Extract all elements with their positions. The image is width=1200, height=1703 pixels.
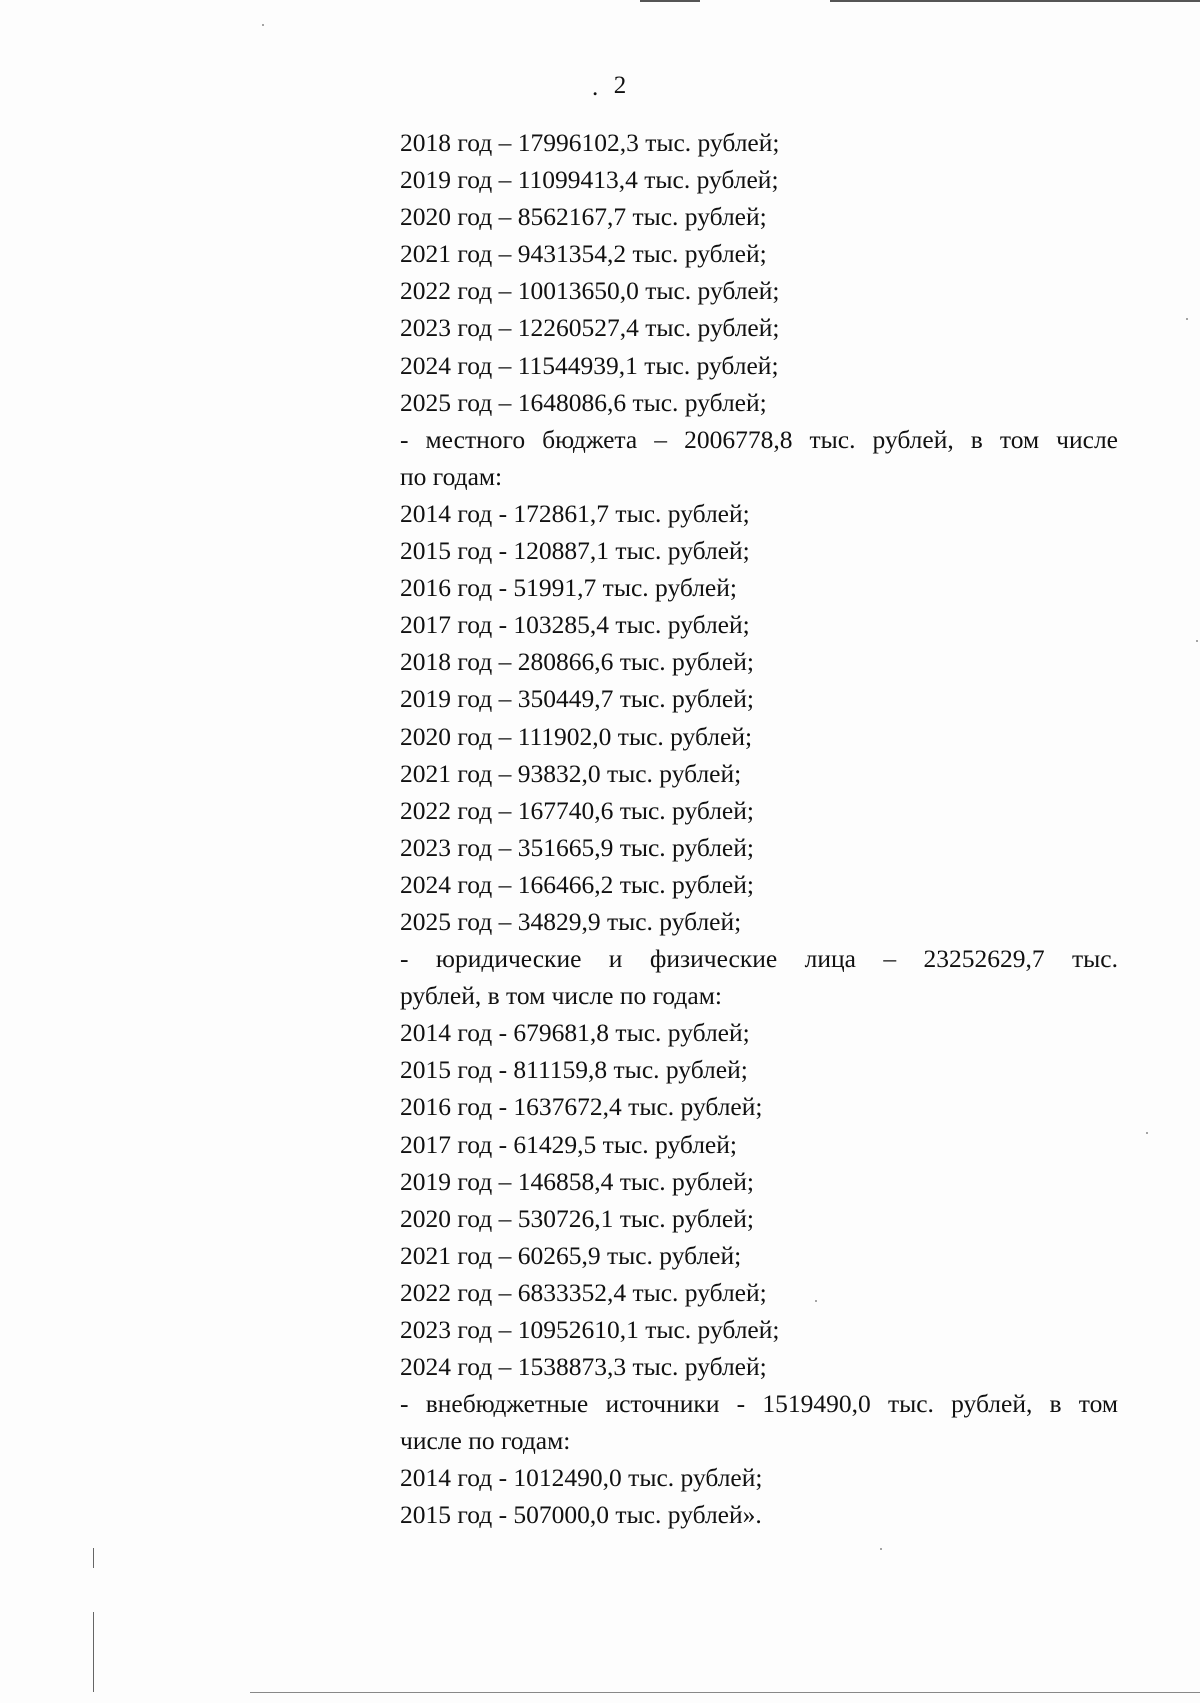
scan-edge-bottom	[250, 1692, 1200, 1693]
list-item: 2019 год – 350449,7 тыс. рублей;	[400, 684, 754, 714]
list-item: 2023 год – 10952610,1 тыс. рублей;	[400, 1315, 780, 1344]
list-item: 2017 год - 61429,5 тыс. рублей;	[400, 1129, 737, 1159]
list-item: 2024 год – 1538873,3 тыс. рублей;	[400, 1352, 767, 1382]
local-budget-heading: - местного бюджета – 2006778,8 тыс. рублей, в том числе	[400, 424, 1118, 454]
scan-speck	[880, 1548, 882, 1550]
list-item: 2017 год - 103285,4 тыс. рублей;	[400, 610, 750, 640]
scan-speck	[1186, 318, 1188, 320]
extrabudgetary-heading-cont: числе по годам:	[400, 1426, 571, 1456]
list-item: 2019 год – 146858,4 тыс. рублей;	[400, 1166, 754, 1196]
list-item: 2016 год - 1637672,4 тыс. рублей;	[400, 1092, 763, 1122]
extrabudgetary-paragraph	[400, 1385, 1118, 1459]
legal-entities-heading: - юридические и физические лица – 23252629,7 тыс.	[400, 944, 1118, 974]
list-item: 2025 год – 34829,9 тыс. рублей;	[400, 906, 742, 936]
list-item: 2022 год – 6833352,4 тыс. рублей;	[400, 1277, 767, 1307]
list-item: 2022 год – 10013650,0 тыс. рублей;	[400, 276, 780, 306]
list-item: 2018 год – 17996102,3 тыс. рублей;	[400, 128, 780, 157]
list-item: 2018 год – 280866,6 тыс. рублей;	[400, 647, 754, 677]
scan-speck	[1196, 640, 1198, 642]
page-number-dot: .	[592, 74, 599, 101]
list-item: 2021 год – 60265,9 тыс. рублей;	[400, 1240, 742, 1270]
legal-entities-paragraph	[400, 940, 1118, 1014]
list-item: 2014 год - 679681,8 тыс. рублей;	[400, 1018, 750, 1048]
list-item: 2024 год – 166466,2 тыс. рублей;	[400, 869, 754, 899]
legal-entities-heading-cont: рублей, в том числе по годам:	[400, 981, 722, 1011]
list-item: 2023 год – 12260527,4 тыс. рублей;	[400, 313, 780, 343]
list-item: 2014 год - 1012490,0 тыс. рублей;	[400, 1463, 763, 1493]
scan-edge-top-right	[830, 0, 1200, 2]
list-item: 2021 год – 93832,0 тыс. рублей;	[400, 758, 742, 788]
document-body	[400, 124, 1118, 1534]
page-number	[560, 72, 680, 100]
local-budget-heading-cont: по годам:	[400, 461, 503, 491]
page-number-value: 2	[613, 72, 627, 99]
list-item: 2021 год – 9431354,2 тыс. рублей;	[400, 239, 767, 269]
list-item: 2020 год – 8562167,7 тыс. рублей;	[400, 202, 767, 232]
scan-speck	[262, 24, 264, 26]
list-item: 2020 год – 111902,0 тыс. рублей;	[400, 721, 753, 751]
list-item: 2020 год – 530726,1 тыс. рублей;	[400, 1203, 754, 1233]
local-budget-paragraph	[400, 421, 1118, 495]
list-item: 2024 год – 11544939,1 тыс. рублей;	[400, 350, 779, 380]
list-item: 2019 год – 11099413,4 тыс. рублей;	[400, 165, 779, 195]
extrabudgetary-heading: - внебюджетные источники - 1519490,0 тыс. рублей, в том	[400, 1389, 1118, 1419]
scan-mark-left-lower	[93, 1612, 94, 1692]
list-item: 2023 год – 351665,9 тыс. рублей;	[400, 832, 754, 862]
list-item: 2025 год – 1648086,6 тыс. рублей;	[400, 387, 767, 417]
list-item: 2022 год – 167740,6 тыс. рублей;	[400, 795, 754, 825]
scan-speck	[1146, 1132, 1148, 1134]
list-item: 2015 год - 120887,1 тыс. рублей;	[400, 536, 750, 566]
list-item: 2015 год - 811159,8 тыс. рублей;	[400, 1055, 748, 1085]
list-item: 2016 год - 51991,7 тыс. рублей;	[400, 573, 737, 603]
list-item: 2014 год - 172861,7 тыс. рублей;	[400, 498, 750, 528]
list-item: 2015 год - 507000,0 тыс. рублей».	[400, 1500, 762, 1530]
scan-edge-top	[640, 0, 700, 2]
scan-mark-left	[93, 1548, 94, 1568]
